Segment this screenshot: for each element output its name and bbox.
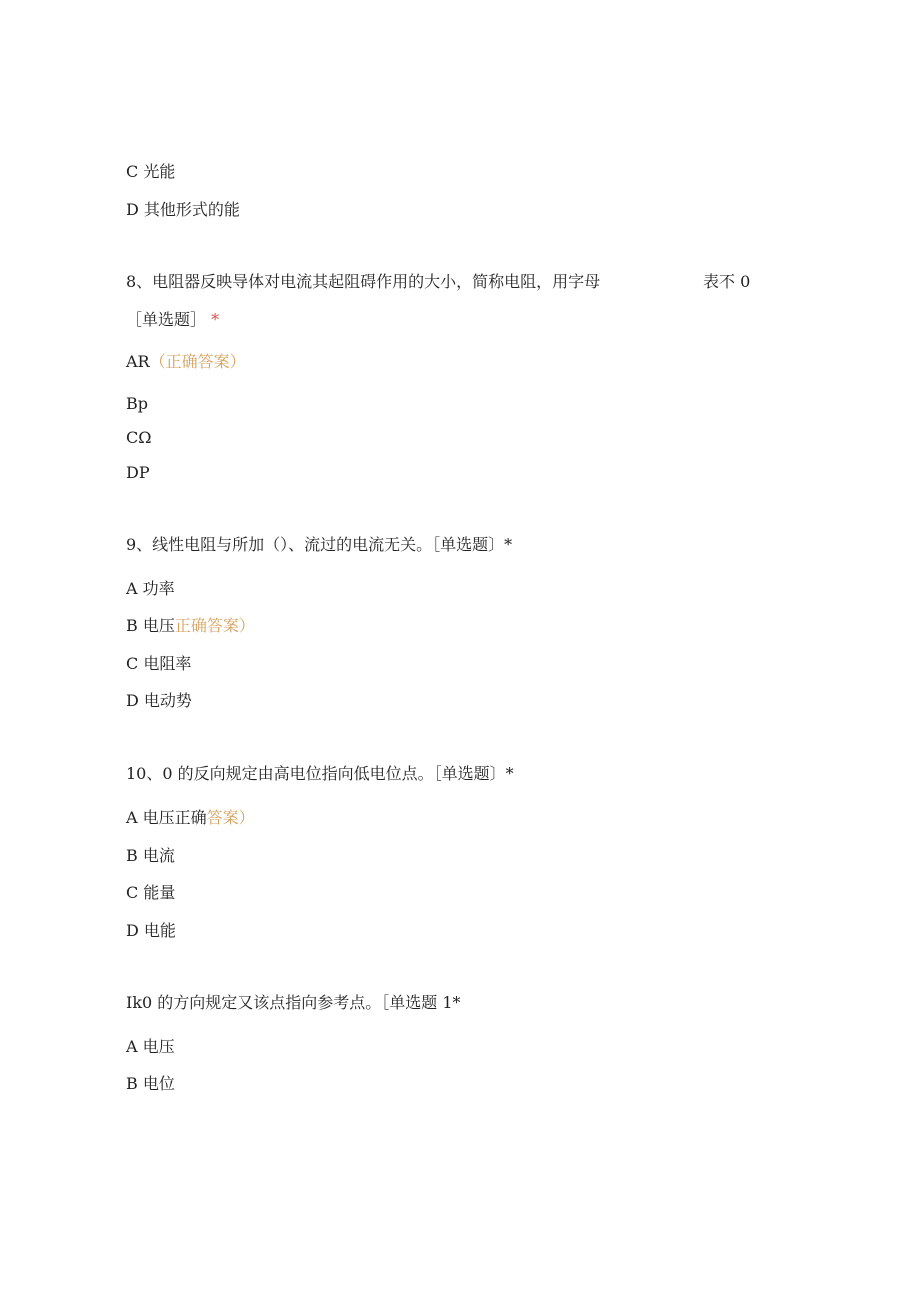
required-mark: * [211, 310, 220, 329]
option-d-other-energy[interactable]: D 其他形式的能 [126, 200, 240, 219]
question-11-stem: Ik0 的方向规定又该点指向参考点。［单选题 1* [126, 993, 461, 1012]
question-type-label: ［单选题］ [126, 310, 207, 329]
question-8-stem-tail: 表不 0 [703, 272, 751, 291]
question-9-option-a[interactable]: A 功率 [126, 579, 175, 598]
question-8-option-c[interactable]: CΩ [126, 428, 152, 447]
correct-answer-tag: 答案） [206, 808, 255, 827]
question-9-stem: 9、线性电阻与所加（）、流过的电流无关。［单选题〕* [126, 535, 513, 554]
question-10-option-d[interactable]: D 电能 [126, 921, 176, 940]
question-11-option-b[interactable]: B 电位 [126, 1074, 175, 1093]
question-9-option-d[interactable]: D 电动势 [126, 691, 192, 710]
question-10-option-a[interactable] [126, 807, 255, 829]
correct-answer-tag-dark: 压正确 [158, 808, 207, 827]
option-label: AR [126, 352, 150, 371]
question-11-option-a[interactable]: A 电压 [126, 1037, 175, 1056]
question-10-option-b[interactable]: B 电流 [126, 846, 175, 865]
question-9-option-b[interactable] [126, 615, 255, 637]
correct-answer-tag: （正确答案） [149, 352, 246, 371]
option-c-light-energy[interactable]: C 光能 [126, 162, 176, 181]
question-8-option-d[interactable]: DP [126, 463, 150, 482]
option-label: A 电 [126, 808, 159, 827]
option-label: B 电压 [126, 616, 175, 635]
question-10-stem: 10、0 的反向规定由高电位指向低电位点。［单选题〕* [126, 764, 514, 783]
question-8-stem: 8、电阻器反映导体对电流其起阻碍作用的大小，简称电阻，用字母 [126, 272, 601, 291]
question-8-option-b[interactable]: Bp [126, 394, 148, 413]
question-9-option-c[interactable]: C 电阻率 [126, 654, 192, 673]
question-8-type [126, 309, 219, 331]
question-8-option-a[interactable] [126, 351, 246, 373]
question-10-option-c[interactable]: C 能量 [126, 883, 176, 902]
correct-answer-tag: 正确答案） [174, 616, 255, 635]
